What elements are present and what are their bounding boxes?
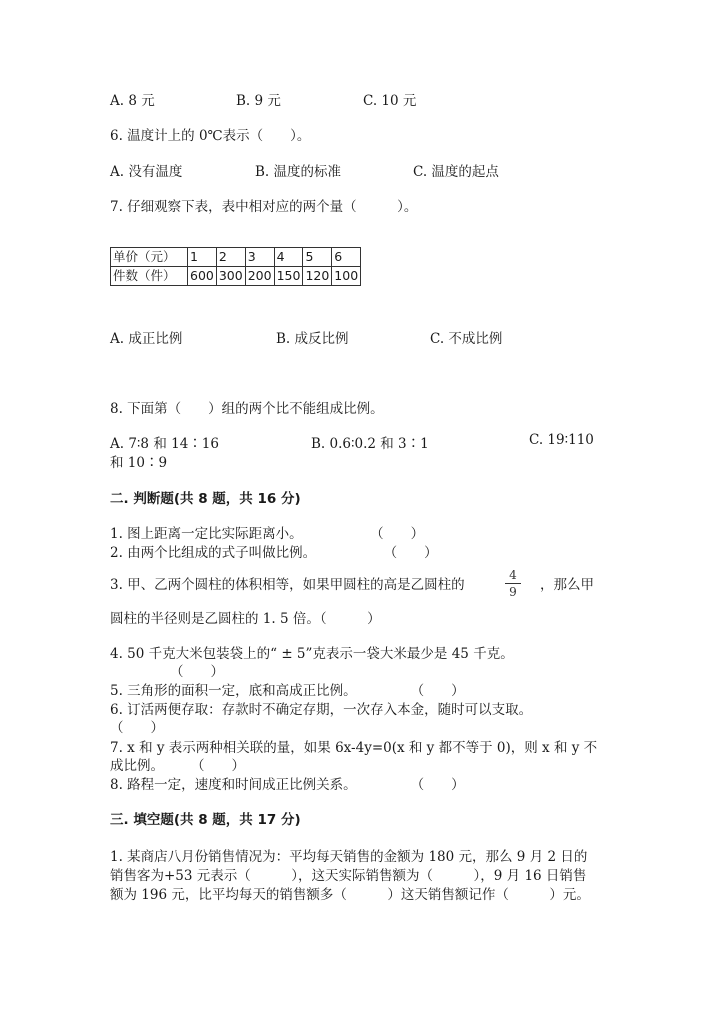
s3-line-3: 额为 196 元，比平均每天的销售额多（ ）这天销售额记作（ ）元。 <box>110 887 590 903</box>
s2-item-6-answer: （ ） <box>110 720 164 736</box>
q7-option-b: B. 成反比例 <box>276 331 349 347</box>
fraction-bar <box>505 583 521 584</box>
q7-option-c: C. 不成比例 <box>430 331 503 347</box>
q8-option-a: A. 7∶8 和 14∶16 <box>110 436 219 452</box>
table-cell: 150 <box>274 267 303 286</box>
table-row <box>111 248 361 267</box>
q7-option-a: A. 成正比例 <box>110 331 183 347</box>
q6-option-b: B. 温度的标准 <box>255 164 342 180</box>
q6-text: 6. 温度计上的 0℃表示（ ）。 <box>110 128 311 144</box>
s2-item-3-tail: ，那么甲 <box>540 577 594 593</box>
q7-table <box>110 247 361 286</box>
q6-option-a: A. 没有温度 <box>110 164 183 180</box>
table-cell: 5 <box>303 248 332 267</box>
s2-item-1: 1. 图上距离一定比实际距离小。 （ ） <box>110 526 425 542</box>
s2-item-5: 5. 三角形的面积一定，底和高成正比例。 （ ） <box>110 683 465 699</box>
s2-item-7: 7. x 和 y 表示两种相关联的量，如果 6x-4y=0(x 和 y 都不等于 0)，则 x 和 y 不 <box>110 740 598 756</box>
q7-text: 7. 仔细观察下表，表中相对应的两个量（ ）。 <box>110 199 418 215</box>
table-cell: 100 <box>332 267 361 286</box>
s2-item-4: 4. 50 千克大米包装袋上的“ ± 5”克表示一袋大米最少是 45 千克。 <box>110 646 514 662</box>
s2-item-4-answer: （ ） <box>170 664 224 680</box>
s3-line-2: 销售客为+53 元表示（ ），这天实际销售额为（ ），9 月 16 日销售 <box>110 868 587 884</box>
table-cell: 2 <box>216 248 245 267</box>
fraction-numerator: 4 <box>509 568 517 582</box>
q5-option-a: A. 8 元 <box>110 93 155 109</box>
s2-item-3: 3. 甲、乙两个圆柱的体积相等，如果甲圆柱的高是乙圆柱的 <box>110 577 465 593</box>
fraction <box>505 568 521 599</box>
table-cell: 120 <box>303 267 332 286</box>
q5-option-c: C. 10 元 <box>363 93 417 109</box>
table-cell: 6 <box>332 248 361 267</box>
table-cell: 300 <box>216 267 245 286</box>
s2-item-6: 6. 订活两便存取：存款时不确定存期，一次存入本金，随时可以支取。 <box>110 702 533 718</box>
table-cell: 单价（元） <box>111 248 188 267</box>
table-cell: 600 <box>188 267 217 286</box>
q8-option-c: C. 19∶110 <box>529 432 594 448</box>
q8-text: 8. 下面第（ ）组的两个比不能组成比例。 <box>110 401 384 417</box>
s2-item-7-cont: 成比例。 （ ） <box>110 758 245 774</box>
q6-option-c: C. 温度的起点 <box>413 164 499 180</box>
q8-option-b: B. 0.6∶0.2 和 3∶1 <box>311 436 429 452</box>
s2-item-2: 2. 由两个比组成的式子叫做比例。 （ ） <box>110 545 438 561</box>
section3-title: 三. 填空题(共 8 题，共 17 分) <box>110 812 301 828</box>
q5-option-b: B. 9 元 <box>236 93 281 109</box>
q8-option-c-wrap: 和 10∶9 <box>110 455 168 471</box>
table-cell: 3 <box>245 248 274 267</box>
s3-line-1: 1. 某商店八月份销售情况为：平均每天销售的金额为 180 元，那么 9 月 2 日的 <box>110 849 588 865</box>
fraction-denominator: 9 <box>509 585 517 599</box>
table-row <box>111 267 361 286</box>
table-cell: 4 <box>274 248 303 267</box>
s2-item-8: 8. 路程一定，速度和时间成正比例关系。 （ ） <box>110 777 465 793</box>
section2-title: 二. 判断题(共 8 题，共 16 分) <box>110 491 301 507</box>
table-cell: 件数（件） <box>111 267 188 286</box>
table-cell: 200 <box>245 267 274 286</box>
table-cell: 1 <box>188 248 217 267</box>
s2-item-3-cont: 圆柱的半径则是乙圆柱的 1. 5 倍。（ ） <box>110 611 381 627</box>
